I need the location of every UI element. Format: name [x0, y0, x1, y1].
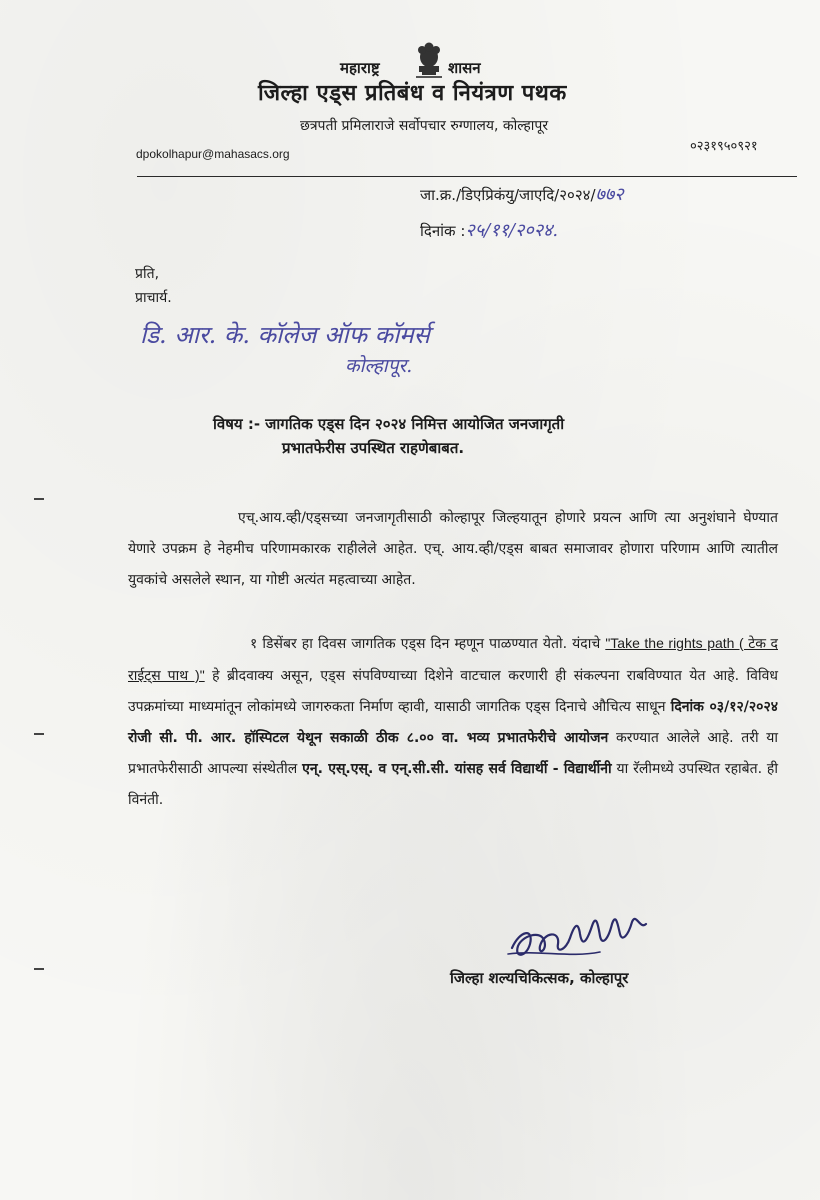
punch-mark — [34, 968, 44, 970]
para2-text-c: करण्यात आलेले आहे. तरी या प्रभातफेरीसाठी आपल्या संस्थेतील — [128, 730, 778, 777]
phone-number: ०२३१९५०९२१ — [690, 139, 758, 154]
organization-address: छत्रपती प्रमिलाराजे सर्वोपचार रुग्णालय, कोल्हापूर — [300, 118, 549, 134]
recipient-to: प्रति, — [135, 266, 160, 282]
subject-line1: विषय :- जागतिक एड्स दिन २०२४ निमित्त आयोजित जनजागृती — [213, 415, 565, 433]
recipient-address-line1: डि. आर. के. कॉलेज ऑफ कॉमर्स — [140, 321, 430, 349]
gov-label-left: महाराष्ट्र — [340, 59, 380, 77]
header-divider — [137, 176, 797, 177]
punch-mark — [34, 733, 44, 735]
organization-name: जिल्हा एड्स प्रतिबंध व नियंत्रण पथक — [258, 81, 567, 106]
signature-icon — [500, 900, 670, 970]
para2-text-b: हे ब्रीदवाक्य असून, एड्स संपविण्याच्या दिशेने वाटचाल करणारी ही संकल्पना राबविण्यात येत आहे. विविध उपक्रमांच्या माध्यमांतून लोकांमध्ये जागरुकता निर्माण व्हावी, यासाठी जागतिक एड्स दिनाचे औचित्य साधून — [128, 668, 778, 715]
state-emblem-icon — [408, 40, 450, 80]
date-label: दिनांक : — [420, 222, 466, 240]
body-paragraph-2 — [128, 628, 778, 816]
body-paragraph-1: एच्.आय.व्ही/एड्सच्या जनजागृतीसाठी कोल्हापूर जिल्हयातून होणारे प्रयत्न आणि त्या अनुशंघाने घेण्यात येणारे उपक्रम हे नेहमीच परिणामकारक राहीलेले आहेत. एच्. आय.व्ही/एड्स बाबत समाजावर होणारा परिणाम आणि त्यातील युवकांचे असलेले स्थान, या गोष्टी अत्यंत महत्वाच्या आहेत. — [128, 510, 778, 588]
letter-date — [420, 218, 558, 242]
date-handwritten: २५/११/२०२४. — [465, 220, 559, 241]
para2-text-d: या रॅलीमध्ये उपस्थित रहाबेत. ही विनंती. — [128, 761, 778, 808]
punch-mark — [34, 498, 44, 500]
recipient-address-line2: कोल्हापूर. — [345, 355, 413, 377]
gov-label-right: शासन — [448, 59, 481, 77]
para2-text-a: १ डिसेंबर हा दिवस जागतिक एड्स दिन म्हणून पाळण्यात येतो. यंदाचे — [250, 636, 606, 652]
reference-number — [420, 182, 624, 206]
participants: एन्. एस्.एस्. व एन्.सी.सी. यांसह सर्व विद्यार्थी - विद्यार्थीनी — [302, 761, 612, 777]
subject-line2: प्रभातफेरीस उपस्थित राहणेबाबत. — [282, 439, 465, 457]
event-details: दिनांक ०३/१२/२०२४ रोजी सी. पी. आर. हॉस्पिटल येथून सकाळी ठीक ८.०० वा. भव्य प्रभातफेरीचे आयोजन — [128, 699, 778, 746]
email-address: dpokolhapur@mahasacs.org — [136, 147, 290, 161]
reference-handwritten-number: ७७२ — [595, 184, 624, 205]
reference-label: जा.क्र./डिएप्रिकंयु/जाएदि/२०२४/ — [420, 186, 596, 204]
signatory-title: जिल्हा शल्यचिकित्सक, कोल्हापूर — [450, 969, 629, 987]
recipient-title: प्राचार्य. — [135, 290, 172, 306]
campaign-tagline: "Take the rights path ( टेक द राईट्स पाथ )" — [128, 635, 778, 683]
